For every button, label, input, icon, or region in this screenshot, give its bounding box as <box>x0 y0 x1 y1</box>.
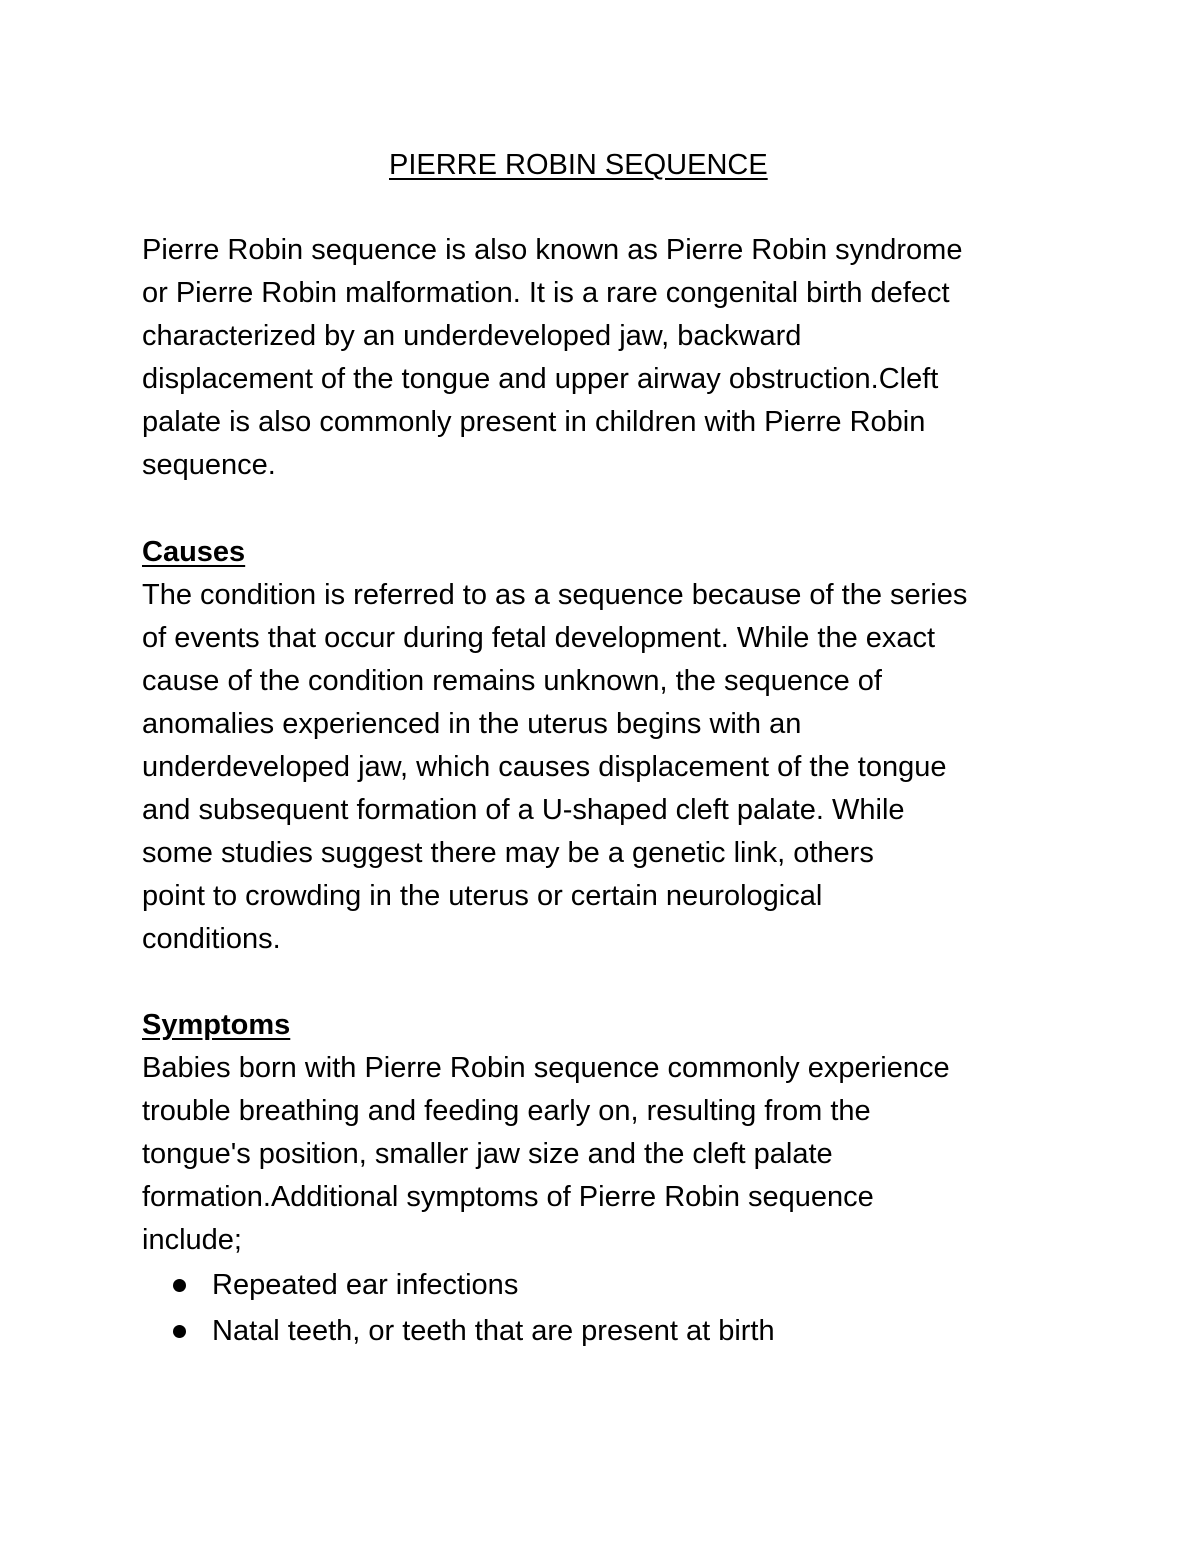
intro-line: or Pierre Robin malformation. It is a rare congenital birth defect <box>142 277 950 309</box>
causes-line: The condition is referred to as a sequence because of the series <box>142 579 968 611</box>
intro-line: displacement of the tongue and upper airway obstruction.Cleft <box>142 363 939 395</box>
causes-line: of events that occur during fetal development. While the exact <box>142 622 936 654</box>
symptoms-line: include; <box>142 1224 242 1256</box>
causes-line: cause of the condition remains unknown, the sequence of <box>142 665 882 697</box>
causes-line: point to crowding in the uterus or certain neurological <box>142 880 823 912</box>
intro-line: Pierre Robin sequence is also known as Pierre Robin syndrome <box>142 234 963 266</box>
intro-section <box>142 229 1142 487</box>
intro-line: sequence. <box>142 449 276 481</box>
bullet-dot-icon <box>173 1279 186 1292</box>
intro-line: palate is also commonly present in children with Pierre Robin <box>142 406 926 438</box>
symptoms-heading: Symptoms <box>142 1009 291 1041</box>
causes-line: underdeveloped jaw, which causes displacement of the tongue <box>142 751 947 783</box>
symptoms-line: Babies born with Pierre Robin sequence commonly experience <box>142 1052 950 1084</box>
symptoms-line: trouble breathing and feeding early on, resulting from the <box>142 1095 871 1127</box>
bullet-dot-icon <box>173 1325 186 1338</box>
causes-line: anomalies experienced in the uterus begins with an <box>142 708 802 740</box>
causes-line: and subsequent formation of a U-shaped cleft palate. While <box>142 794 905 826</box>
bullet-text: Repeated ear infections <box>212 1269 519 1301</box>
intro-line: characterized by an underdeveloped jaw, backward <box>142 320 802 352</box>
causes-line: some studies suggest there may be a genetic link, others <box>142 837 874 869</box>
causes-section <box>142 531 1142 961</box>
bullet-text: Natal teeth, or teeth that are present at birth <box>212 1315 775 1347</box>
symptoms-section <box>142 1004 1142 1354</box>
document-title: PIERRE ROBIN SEQUENCE <box>389 149 768 181</box>
causes-line: conditions. <box>142 923 281 955</box>
bullet-item <box>142 1262 1142 1308</box>
causes-heading: Causes <box>142 536 246 568</box>
symptoms-line: formation.Additional symptoms of Pierre Robin sequence <box>142 1181 874 1213</box>
bullet-item <box>142 1308 1142 1354</box>
symptoms-line: tongue's position, smaller jaw size and the cleft palate <box>142 1138 833 1170</box>
symptoms-bullet-list <box>142 1262 1142 1354</box>
